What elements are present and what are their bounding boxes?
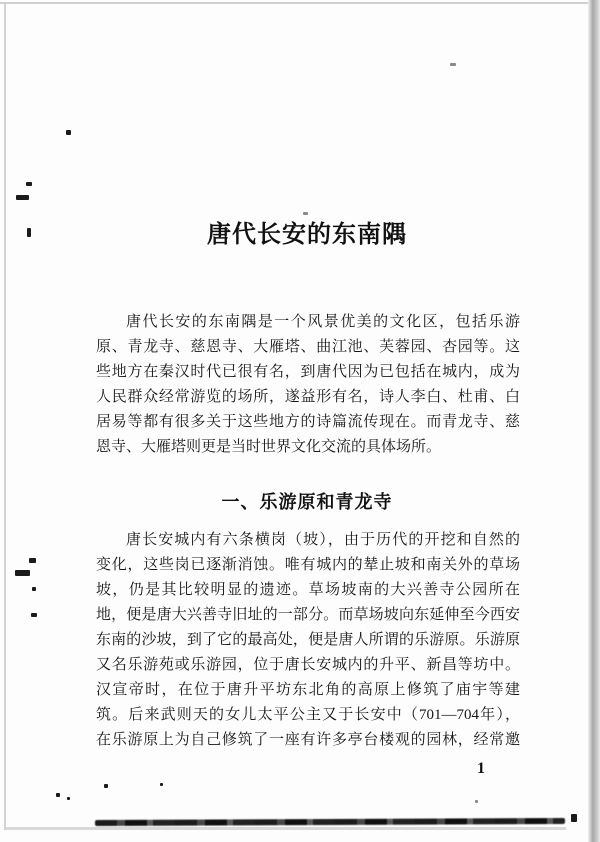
scan-edge-right (588, 0, 600, 842)
ink-speck (32, 587, 36, 591)
ink-speck (31, 613, 37, 617)
ink-speck (67, 797, 70, 800)
paragraph-1 (96, 310, 520, 460)
ink-speck (56, 793, 60, 797)
ink-speck (475, 800, 478, 803)
ink-speck (27, 228, 31, 237)
ink-speck (16, 195, 29, 200)
text-line: 汉宣帝时，在位于唐升平坊东北角的高原上修筑了庙宇等建 (96, 682, 520, 698)
text-line: 东南的沙坡，到了它的最高处，便是唐人所谓的乐游原。乐游原 (96, 632, 520, 648)
text-line: 在乐游原上为自己修筑了一座有许多亭台楼观的园林，经常邀 (96, 732, 520, 748)
page-number: 1 (477, 760, 485, 777)
text-line: 些地方在秦汉时代已很有名，到唐代因为已包括在城内，成为 (96, 364, 520, 380)
text-line: 地，便是唐大兴善寺旧址的一部分。而草场坡向东延伸至今西安 (96, 607, 520, 623)
ink-speck (104, 784, 108, 788)
chapter-title: 唐代长安的东南隅 (207, 222, 407, 248)
section-heading: 一、乐游原和青龙寺 (221, 492, 393, 512)
ink-speck (160, 783, 163, 786)
text-line: 筑。后来武则天的女儿太平公主又于长安中（701—704年）， (96, 707, 520, 723)
ink-speck (26, 182, 32, 186)
paragraph-2 (96, 528, 520, 753)
scan-bottom-shadow (6, 827, 566, 830)
text-line: 居易等都有很多关于这些地方的诗篇流传现在。而青龙寺、慈 (96, 414, 520, 430)
ink-speck (15, 570, 30, 576)
ink-speck (29, 558, 36, 563)
text-line: 坡，仍是其比较明显的遗迹。草场坡南的大兴善寺公园所在 (96, 582, 520, 598)
scan-bottom-smudge (95, 818, 565, 826)
scan-edge-top (0, 2, 600, 4)
text-line: 又名乐游苑或乐游园，位于唐长安城内的升平、新昌等坊中。 (96, 657, 520, 673)
text-line: 唐代长安的东南隅是一个风景优美的文化区，包括乐游 (126, 314, 520, 330)
text-line: 变化，这些岗已逐渐消蚀。唯有城内的辇止坡和南关外的草场 (96, 557, 520, 573)
text-line: 恩寺、大雁塔则更是当时世界文化交流的具体场所。 (96, 439, 442, 455)
page-corner-curl-mark (571, 814, 577, 822)
ink-speck (450, 63, 456, 66)
scan-edge-left (4, 4, 6, 830)
text-line: 原、青龙寺、慈恩寺、大雁塔、曲江池、芙蓉园、杏园等。这 (96, 339, 520, 355)
ink-speck (66, 130, 71, 135)
text-line: 人民群众经常游览的场所，遂益形有名，诗人李白、杜甫、白 (96, 389, 520, 405)
text-line: 唐长安城内有六条横岗（坡），由于历代的开挖和自然的 (126, 532, 520, 548)
